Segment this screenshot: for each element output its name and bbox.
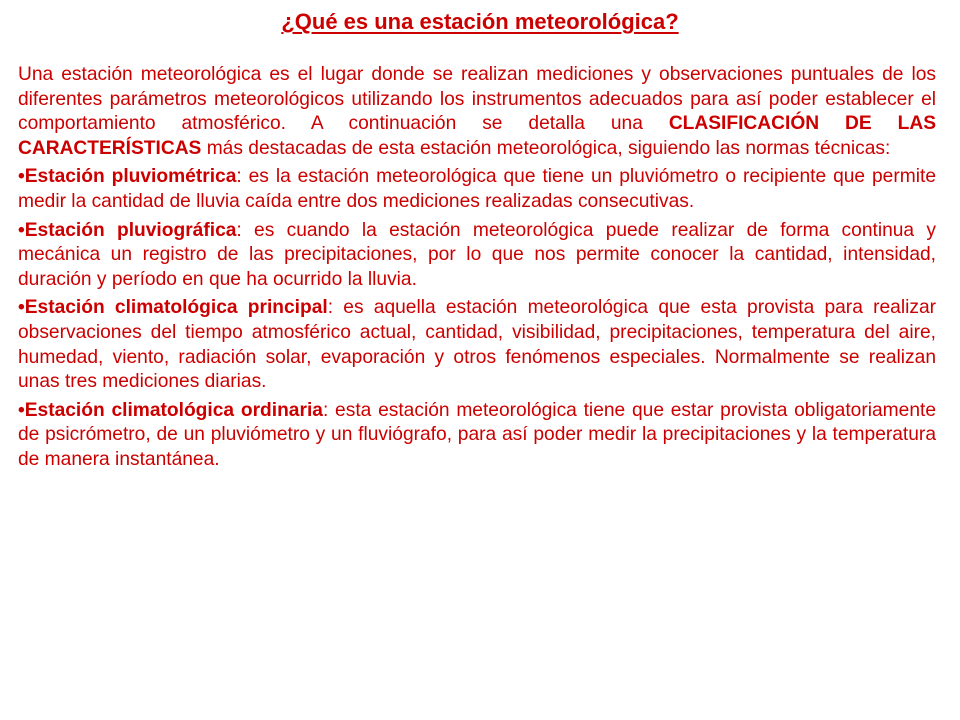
bullet-text: : es cuando la estación meteorológica puede realizar de forma continua y mecánica un registro de las precipitaciones, por lo que nos permite conocer la cantidad, intensidad, duración y período en que ha ocurrido la lluvia. [18,219,936,290]
bullet-term: Estación climatológica ordinaria [24,399,323,421]
body-text [18,63,936,473]
intro-text-part2: más destacadas de esta estación meteorológica, siguiendo las normas técnicas: [201,137,891,159]
intro-text-part1: Una estación meteorológica es el lugar donde se realizan mediciones y observaciones puntuales de los diferentes parámetros meteorológicos utilizando los instrumentos adecuados para así poder establecer el comportamiento atmosférico. A continuación se detalla una [18,64,936,135]
intro-paragraph [18,63,936,161]
bullet-mark: • [18,166,25,188]
bullet-text: : es aquella estación meteorológica que esta provista para realizar observaciones del tiempo atmosférico actual, cantidad, visibilidad, precipitaciones, temperatura del aire, humedad, viento, radiación solar, evaporación y otros fenómenos especiales. Normalmente se realizan unas tres mediciones diarias. [18,297,936,393]
bullet-term: Estación pluviométrica [24,166,237,188]
page-title: ¿Qué es una estación meteorológica? [281,9,679,34]
bullet-mark: • [18,219,25,241]
bullet-item-climatologica-principal [18,296,936,394]
intro-emphasis: CLASIFICACIÓN DE LAS CARACTERÍSTICAS [18,113,936,159]
bullet-text: : es la estación meteorológica que tiene un pluviómetro o recipiente que permite medir la cantidad de lluvia caída entre dos mediciones realizadas consecutivas. [18,166,936,212]
bullet-item-pluviometrica [18,165,936,214]
bullet-term: Estación climatológica principal [24,297,328,319]
bullet-item-climatologica-ordinaria [18,399,936,473]
bullet-item-pluviografica [18,219,936,293]
bullet-term: Estación pluviográfica [24,219,237,241]
bullet-text: : esta estación meteorológica tiene que estar provista obligatoriamente de psicrómetro, de un pluviómetro y un fluviógrafo, para así poder medir la precipitaciones y la temperatura de manera instantánea. [18,399,936,470]
bullet-mark: • [18,399,25,421]
bullet-mark: • [18,297,25,319]
